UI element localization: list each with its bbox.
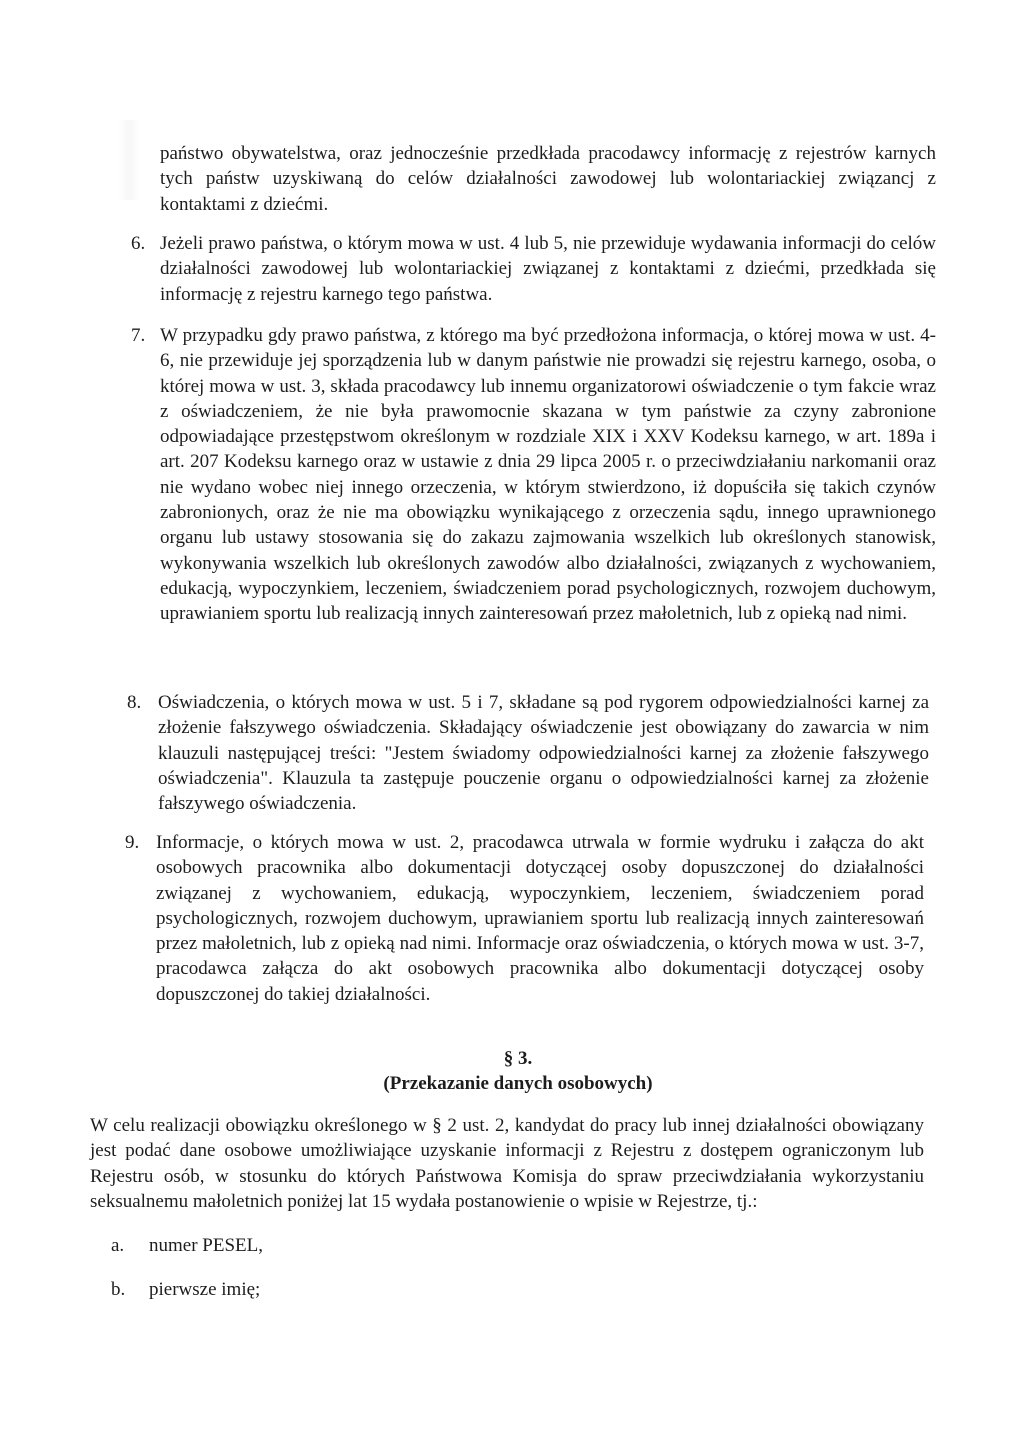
scan-shadow — [118, 120, 140, 200]
section-title: (Przekazanie danych osobowych) — [383, 1073, 653, 1094]
section-number: § 3. — [503, 1048, 533, 1069]
continuation-paragraph: państwo obywatelstwa, oraz jednocześnie przedkłada pracodawcy informację z rejestrów karnych tych państw uzyskiwaną do celów działalności zawodowej lub wolontariackiej związancj z kontaktami z dziećmi. — [160, 143, 936, 215]
item-number: 6. — [131, 233, 146, 254]
item-number: 9. — [125, 832, 140, 853]
item-text: Oświadczenia, o których mowa w ust. 5 i 7, składane są pod rygorem odpowiedzialności karnej za złożenie fałszywego oświadczenia. Składający oświadczenie jest obowiązany do zawarcia w nim klauzuli następującej treści: "Jestem świadomy odpowiedzialności karnej za złożenie fałszywego oświadczenia". Klauzula ta zastępuje pouczenie organu o odpowiedzialności karnej za złożenie fałszywego oświadczenia. — [158, 692, 929, 815]
item-letter: b. — [111, 1279, 126, 1300]
item-number: 7. — [131, 325, 146, 346]
item-letter: a. — [111, 1235, 125, 1256]
section-paragraph: W celu realizacji obowiązku określonego w § 2 ust. 2, kandydat do pracy lub innej działalności obowiązany jest podać dane osobowe umożliwiające uzyskanie informacji z Rejestru z dostępem ograniczonym lub Rejestru osób, w stosunku do których Państwowa Komisja do spraw przeciwdziałania wykorzystaniu seksualnemu małoletnich poniżej lat 15 wydała postanowienie o wpisie w Rejestrze, tj.: — [90, 1115, 924, 1213]
item-text: numer PESEL, — [149, 1235, 263, 1256]
item-text: pierwsze imię; — [149, 1279, 261, 1300]
item-text: Jeżeli prawo państwa, o którym mowa w ust. 4 lub 5, nie przewiduje wydawania informacji do celów działalności zawodowej lub wolontariackiej związanej z kontaktami z dziećmi, przedkłada się informację z rejestru karnego tego państwa. — [160, 233, 936, 305]
list-item-a — [111, 1233, 263, 1258]
item-text: W przypadku gdy prawo państwa, z którego ma być przedłożona informacja, o której mowa w ust. 4-6, nie przewiduje jej sporządzenia lub w danym państwie nie prowadzi się rejestru karnego, osoba, o której mowa w ust. 3, składa pracodawcy lub innemu organizatorowi oświadczenie o tym fakcie wraz z oświadczeniem, że nie była prawomocnie skazana w tym państwie za czyny zabronione odpowiadające przestępstwom określonym w rozdziale XIX i XXV Kodeksu karnego, w art. 189a i art. 207 Kodeksu karnego oraz w ustawie z dnia 29 lipca 2005 r. o przeciwdziałaniu narkomanii oraz nie wydano wobec niej innego orzeczenia, w którym stwierdzono, iż dopuściła się takich czynów zabronionych, oraz że nie ma obowiązku wynikającego z orzeczenia sądu, innego uprawnionego organu lub ustawy stosowania się do zakazu zajmowania wszelkich lub określonych stanowisk, wykonywania wszelkich lub określonych zawodów albo działalności, związanych z wychowaniem, edukacją, wypoczynkiem, leczeniem, świadczeniem porad psychologicznych, rozwojem duchowym, uprawianiem sportu lub realizacją innych zainteresowań przez małoletnich, lub z opieką nad nimi. — [160, 325, 936, 625]
list-item-b — [111, 1277, 260, 1302]
item-number: 8. — [127, 692, 142, 713]
item-text: Informacje, o których mowa w ust. 2, pracodawca utrwala w formie wydruku i załącza do akt osobowych pracownika albo dokumentacji dotyczącej osoby dopuszczonej do działalności związanej z wychowaniem, edukacją, wypoczynkiem, leczeniem, świadczeniem porad psychologicznych, rozwojem duchowym, uprawianiem sportu lub realizacją innych zainteresowań przez małoletnich, lub z opieką nad nimi. Informacje oraz oświadczenia, o których mowa w ust. 3-7, pracodawca załącza do akt osobowych pracownika albo dokumentacji dotyczącej osoby dopuszczonej do takiej działalności. — [156, 832, 924, 1005]
